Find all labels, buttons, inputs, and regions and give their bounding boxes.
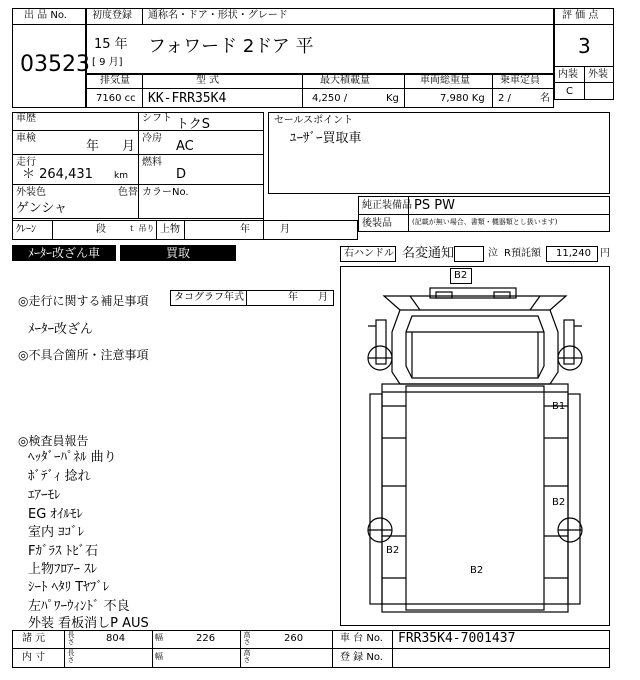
inspector-line: ｼｰﾄ ﾍﾀﾘ Tﾔﾌﾞﾚ — [28, 580, 110, 595]
r-deposit-unit: 円 — [600, 248, 610, 259]
color-label: 外装色 — [16, 187, 46, 198]
displacement-value: 7160 cc — [96, 93, 136, 104]
deck-label: 上物 — [160, 224, 180, 235]
inspector-line: 室内 ﾖｺﾞﾚ — [28, 525, 85, 540]
inspection-month: 月 — [122, 139, 136, 154]
exterior-label: 外装 — [588, 69, 608, 80]
inspector-line: Fｶﾞﾗｽ ﾄﾋﾞ石 — [28, 544, 99, 559]
reg-label: 登 録 No. — [340, 652, 383, 663]
inner-width-label: 幅 — [155, 652, 163, 661]
sales-label: セールスポイント — [274, 115, 354, 126]
aftermarket-label: 後装品 — [362, 218, 392, 229]
shift-value: トクS — [176, 117, 210, 132]
height-label: 高さ — [243, 631, 251, 645]
inspector-line: 外装 看板消しP AUS — [28, 616, 149, 631]
weight-value: 7,980 Kg — [440, 93, 485, 104]
inspector-label: ◎検査員報告 — [18, 434, 89, 448]
reg-year: 15 年 — [94, 37, 128, 52]
crane-label: ｸﾚｰﾝ — [16, 224, 36, 235]
type-value: KK-FRR35K4 — [148, 91, 227, 106]
length-value: 804 — [106, 633, 126, 644]
defects-label: ◎不具合箇所・注意事項 — [18, 348, 149, 362]
grade-value: 3 — [578, 34, 591, 58]
inspection-year: 年 — [86, 139, 100, 154]
truck-diagram — [340, 266, 610, 626]
damage-mark: B1 — [552, 401, 566, 412]
supplement-text: ﾒｰﾀｰ改ざん — [28, 322, 94, 337]
inner-label: 内 寸 — [22, 652, 46, 663]
damage-mark: B2 — [454, 270, 468, 281]
length-label: 長さ — [67, 631, 75, 645]
displacement-label: 排気量 — [100, 75, 130, 86]
damage-mark: B2 — [552, 497, 566, 508]
model-name: フォワード 2ドア 平 — [148, 36, 314, 57]
aftermarket-note: (記載が無い場合、書類・機器類とし扱います) — [412, 218, 558, 226]
first-reg-label: 初度登録 — [92, 10, 132, 21]
inspection-label: 車検 — [16, 133, 36, 144]
grade-label: 評 価 点 — [562, 10, 599, 21]
equipment-value: PS PW — [414, 198, 455, 213]
inspector-line: ﾎﾞﾃﾞｨ 捻れ — [28, 469, 91, 484]
passenger-value: 2 / — [498, 93, 511, 104]
inspector-line: ﾍｯﾀﾞｰﾊﾟﾈﾙ 曲り — [28, 450, 117, 465]
shift-label: シフト — [142, 113, 172, 124]
deck-year: 年 — [240, 224, 250, 235]
right-hand-label: 右ハンドル — [344, 248, 394, 259]
mileage-unit: km — [114, 171, 128, 181]
capacity-label: 最大積載量 — [320, 75, 370, 86]
crane-lift: ｔ 吊り — [128, 224, 155, 233]
passenger-label: 乗車定員 — [500, 75, 540, 86]
capacity-value: 4,250 / — [312, 93, 348, 104]
ac-label: 冷房 — [142, 133, 162, 144]
chassis-value: FRR35K4-7001437 — [398, 631, 516, 646]
r-deposit-value: 11,240 — [556, 248, 591, 259]
name-change-box — [454, 246, 484, 262]
inner-height-label: 高さ — [243, 649, 251, 663]
inner-length-label: 長さ — [67, 649, 75, 663]
interior-label: 内装 — [558, 69, 578, 80]
width-value: 226 — [196, 633, 216, 644]
inspector-line: ｴｱｰﾓﾚ — [28, 488, 61, 503]
color-no-label: カラーNo. — [142, 187, 189, 198]
ac-value: AC — [176, 139, 194, 154]
damage-mark: B2 — [386, 545, 400, 556]
footer-box — [12, 630, 610, 668]
passenger-unit: 名 — [540, 93, 550, 104]
meter-tamper-badge: ﾒｰﾀｰ改ざん車 — [12, 245, 116, 261]
color-value: ゲンシャ — [16, 201, 68, 216]
name-label: 通称名・ドア・形状・グレード — [148, 10, 288, 21]
history-label: 車歴 — [16, 113, 36, 124]
name-change-label: 名変通知 — [402, 246, 455, 261]
damage-mark: B2 — [470, 565, 484, 576]
reg-month: [ 9 月] — [92, 57, 123, 68]
lot-number: 03523 — [20, 52, 90, 77]
width-label: 幅 — [155, 633, 163, 642]
mileage-label: 走行 — [16, 157, 36, 168]
crane-row — [12, 220, 358, 240]
inspector-line: 左ﾊﾟﾜｰｳｨﾝﾄﾞ 不良 — [28, 599, 130, 614]
dims-label: 諸 元 — [22, 633, 46, 644]
interior-grade: C — [566, 86, 573, 97]
tacho-month: 月 — [318, 292, 328, 303]
lot-label: 出 品 No. — [24, 10, 67, 21]
fuel-value: D — [176, 167, 187, 182]
equipment-label: 純正装備品 — [362, 200, 412, 211]
height-value: 260 — [284, 633, 304, 644]
weight-label: 車両総重量 — [420, 75, 470, 86]
chassis-label: 車 台 No. — [340, 633, 383, 644]
nox-label: 泣 — [488, 248, 498, 259]
tacho-year: 年 — [288, 292, 298, 303]
capacity-unit: Kg — [386, 93, 399, 104]
inspector-line: EG ｵｲﾙﾓﾚ — [28, 507, 83, 522]
r-deposit-label: R預託額 — [504, 248, 541, 259]
mileage-value: ＊ 264,431 — [22, 167, 93, 182]
sales-point: ﾕｰｻﾞｰ買取車 — [290, 131, 362, 146]
color-short-label: 色替 — [118, 187, 138, 198]
tacho-label: タコグラフ年式 — [174, 292, 244, 303]
deck-month: 月 — [280, 224, 290, 235]
type-label: 型 式 — [196, 75, 220, 86]
fuel-label: 燃料 — [142, 157, 162, 168]
purchase-badge: 買取 — [120, 245, 236, 261]
crane-stage: 段 — [96, 224, 106, 235]
inspector-line: 上物ﾌﾛｱｰ ｽﾚ — [28, 562, 98, 577]
supplement-label: ◎走行に関する補足事項 — [18, 294, 149, 308]
